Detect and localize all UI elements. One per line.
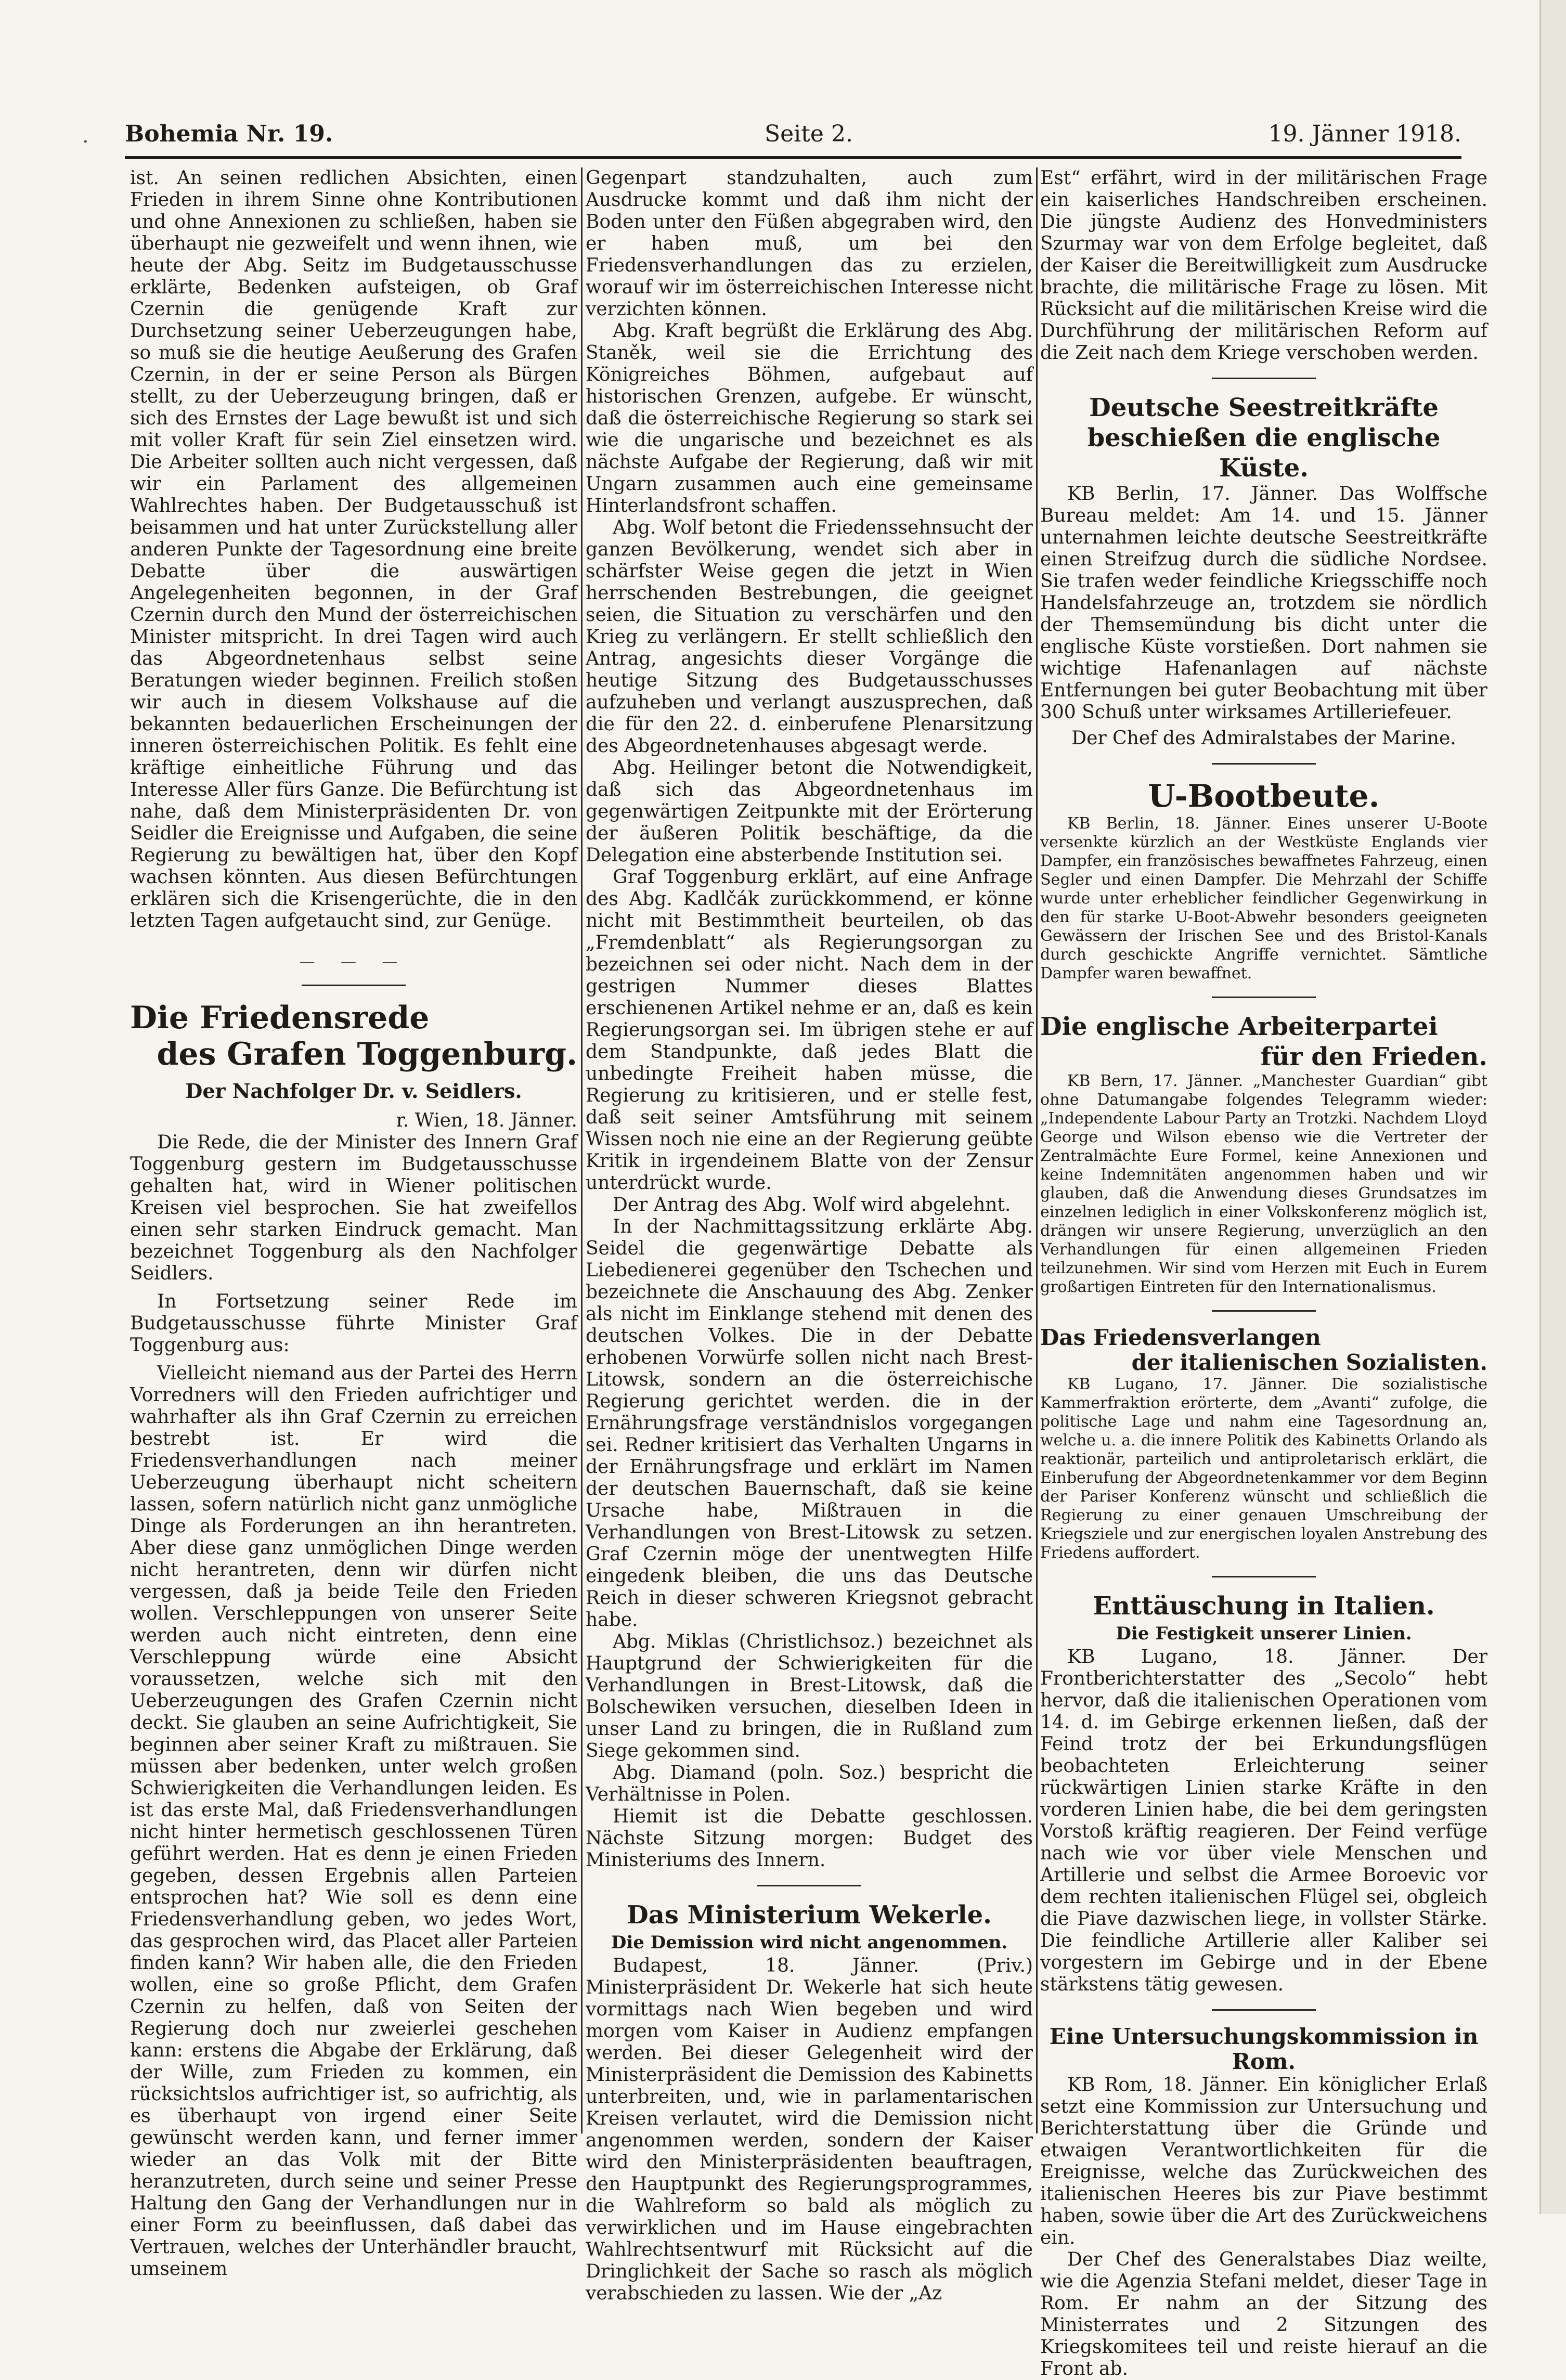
page-header	[125, 121, 1461, 157]
article-subtitle: Der Nachfolger Dr. v. Seidlers.	[185, 1079, 522, 1103]
paragraph: KB Lugano, 18. Jänner. Der Frontberichterstatter des „Secolo“ hebt hervor, daß die italienischen Operationen vom 14. d. im Gebirge erkennen ließen, daß der Feind trotz der bei Erkundungsflügen beobachteten Erleichterung seiner rückwärtigen Linien starke Kräfte in den vorderen Linien habe, die bei dem geringsten Vorstoß kräftig reagieren. Der Feind verfüge nach wie vor über viele Menschen und Artillerie und selbst die Armee Boroevic vor dem rechten italienischen Flügel sei, obgleich die Piave dazwischen liege, in vollster Stärke. Die feindliche Artillerie aller Kaliber sei vorgestern im Gebirge und in der Ebene stärkstens tätig gewesen.	[1040, 1646, 1487, 1995]
paragraph: In der Nachmittagssitzung erklärte Abg. Seidel die gegenwärtige Debatte als Liebedienerei gegenüber den Tschechen und bezeichnete die Anschauung des Abg. Zenker als nicht im Einklange stehend mit denen des deutschen Volkes. Die in der Debatte erhobenen Vorwürfe sollen nicht nach Brest-Litowsk, sondern an die österreichische Regierung gerichtet werden. die in der Ernährungsfrage verständnislos vorgegangen sei. Redner kritisiert das Verhalten Ungarns in der Ernährungsfrage und erklärt im Namen der deutschen Bauernschaft, daß sie keine Ursache habe, Mißtrauen in die Verhandlungen von Brest-Litowsk zu setzen. Graf Czernin möge der unentwegten Hilfe eingedenk bleiben, die uns das Deutsche Reich in dieser schweren Kriegsnot gebracht habe.	[586, 1216, 1033, 1631]
signature: Der Chef des Admiralstabes der Marine.	[1071, 728, 1456, 749]
paragraph: Gegenpart standzuhalten, auch zum Ausdrucke kommt und daß ihm nicht der Boden unter den Füßen abgegraben wird, den er haben muß, um bei den Friedensverhandlungen das zu erzielen, worauf wir im österreichischen Interesse nicht verzichten können.	[586, 167, 1033, 320]
header-page-number: Seite 2.	[765, 121, 853, 147]
headline-line-1: Die englische Arbeiterpartei	[1040, 1012, 1438, 1041]
paragraph: KB Berlin, 18. Jänner. Eines unserer U-Boote versenkte kürzlich an der Westküste Englands vier Dampfer, ein französisches bewaffnetes Fahrzeug, einen Segler und einen Dampfer. Die Mehrzahl der Schiffe wurde unter erheblicher feindlicher Gegenwirkung in den für starke U-Boot-Abwehr besonders geeigneten Gewässern der Irischen See und des Bristol-Kanals durch geschickte Angriffe vernichtet. Sämtliche Dampfer waren bewaffnet.	[1040, 814, 1487, 982]
paragraph: Abg. Kraft begrüßt die Erklärung des Abg. Staněk, weil sie die Errichtung des Königreiches Böhmen, aufgebaut auf historischen Grenzen, aufgebe. Er wünscht, daß die österreichische Regierung so stark sei wie die ungarische und bezeichnet es als nächste Aufgabe der Regierung, daß wir mit Ungarn zusammen auch eine gemeinsame Hinterlandsfront schaffen.	[586, 320, 1033, 516]
paragraph: Est“ erfährt, wird in der militärischen Frage ein kaiserliches Handschreiben erscheinen. Die jüngste Audienz des Honvedministers Szurmay war von dem Erfolge begleitet, daß der Kaiser die Bereitwilligkeit zum Ausdrucke brachte, die militärische Frage zu lösen. Mit Rücksicht auf die militärischen Kreise wird die Durchführung der militärischen Reform auf die Zeit nach dem Kriege verschoben werden.	[1040, 167, 1487, 364]
paragraph: Graf Toggenburg erklärt, auf eine Anfrage des Abg. Kadlčák zurückkommend, er könne nicht mit Bestimmtheit beurteilen, ob das „Fremdenblatt“ als Regierungsorgan zu bezeichnen sei oder nicht. Nach dem in der gestrigen Nummer dieses Blattes erschienenen Artikel nehme er an, daß es kein Regierungsorgan sei. Im übrigen stehe er auf dem Standpunkte, daß jedes Blatt die unbedingte Freiheit haben müsse, die Regierung zu kritisieren, und er stelle fest, daß seit seiner Amtsführung mit seinem Wissen noch nie eine an der Regierung geübte Kritik in irgendeinem Blatte von der Zensur unterdrückt wurde.	[586, 866, 1033, 1194]
headline-line-2: der italienischen Sozialisten.	[1131, 1350, 1487, 1375]
article-separator	[1212, 1310, 1316, 1312]
column-2	[586, 167, 1033, 2304]
paragraph: KB Bern, 17. Jänner. „Manchester Guardian“ gibt ohne Datumangabe folgendes Telegramm wieder: „Independente Labour Party an Trotzki. Nachdem Lloyd George und Wilson ebenso wie die Vertreter der Zentralmächte Eure Formel, keine Annexionen und keine Indemnitäten angenommen haben und wir glauben, daß die Anwendung dieses Grundsatzes im einzelnen lediglich in einer Volkskonferenz möglich ist, drängen wir unsere Regierung, unverzüglich an den Verhandlungen für einen allgemeinen Frieden teilzunehmen. Wir sind vom Herzen mit Euch in Eurem großartigen Eintreten für den Internationalismus.	[1040, 1072, 1487, 1296]
dateline: r. Wien, 18. Jänner.	[396, 1110, 577, 1131]
paragraph: KB Berlin, 17. Jänner. Das Wolffsche Bureau meldet: Am 14. und 15. Jänner unternahmen leichte deutsche Seestreitkräfte einen Streifzug durch die südliche Nordsee. Sie trafen weder feindliche Kriegsschiffe noch Handelsfahrzeuge an, trotzdem sie nördlich der Themsemündung bis dicht unter die englische Küste vorstießen. Dort nahmen sie wichtige Hafenanlagen auf nächste Entfernungen bei guter Beobachtung mit über 300 Schuß unter wirksames Artilleriefeuer.	[1040, 483, 1487, 723]
header-rule	[125, 156, 1461, 159]
article-separator	[1212, 378, 1316, 379]
paragraph: Abg. Miklas (Christlichsoz.) bezeichnet als Hauptgrund der Schwierigkeiten für die Verhandlungen in Brest-Litowsk, daß die Bolschewiken versuchen, dieselben Ideen in unser Land zu bringen, die in Rußland zum Siege gekommen sind.	[586, 1631, 1033, 1762]
paragraph: In Fortsetzung seiner Rede im Budgetausschusse führte Minister Graf Toggenburg aus:	[130, 1291, 577, 1356]
article-separator	[1212, 2009, 1316, 2011]
article-separator	[757, 1885, 861, 1886]
article-separator	[302, 985, 406, 986]
column-3	[1040, 167, 1487, 2379]
headline-line-1: Das Friedensverlangen	[1040, 1325, 1321, 1350]
paragraph: KB Lugano, 17. Jänner. Die sozialistische Kammerfraktion erörterte, dem „Avanti“ zufolge, die politische Lage und nahm eine Tagesordnung an, welche u. a. die innere Politik des Kabinetts Orlando als reaktionär, parteilich und antiproletarisch erklärt, die Einberufung der Abgeordnetenkammer vor dem Beginn der Pariser Konferenz wünscht und schließlich die Regierung zu einer genauen Umschreibung der Kriegsziele und zur energischen loyalen Anstrebung des Friedens auffordert.	[1040, 1375, 1487, 1562]
headline: Enttäuschung in Italien.	[1093, 1592, 1435, 1621]
paragraph: Hiemit ist die Debatte geschlossen. Nächste Sitzung morgen: Budget des Ministeriums des Innern.	[586, 1806, 1033, 1871]
paragraph: Der Chef des Generalstabes Diaz weilte, wie die Agenzia Stefani meldet, dieser Tage in Rom. Er nahm an der Sitzung des Ministerrates und 2 Sitzungen des Kriegskomitees teil und reiste hierauf an die Front ab.	[1040, 2249, 1487, 2379]
page-edge	[1539, 0, 1566, 2214]
paragraph: Budapest, 18. Jänner. (Priv.) Ministerpräsident Dr. Wekerle hat sich heute vormittags nach Wien begeben und wird morgen vom Kaiser in Audienz empfangen werden. Bei dieser Gelegenheit wird der Ministerpräsident die Demission des Kabinetts unterbreiten, und, wie in parlamentarischen Kreisen verlautet, wird die Demission nicht angenommen werden, sondern der Kaiser wird den Ministerpräsidenten beauftragen, den Hauptpunkt des Regierungsprogrammes, die Wahlreform so bald als möglich zu verwirklichen und im Hause eingebrachten Wahlrechtsentwurf mit Rücksicht auf die Dringlichkeit der Sache so rasch als möglich verabschieden zu lassen. Wie der „Az	[586, 1955, 1033, 2304]
article-separator	[1212, 763, 1316, 765]
article-separator	[1212, 997, 1316, 998]
header-date: 19. Jänner 1918.	[1268, 121, 1461, 147]
column-rule	[581, 167, 583, 2133]
article-continuation: ist. An seinen redlichen Absichten, einen Frieden in ihrem Sinne ohne Kontributionen und ohne Annexionen zu schließen, haben sie überhaupt nie gezweifelt und wenn ihnen, wie heute der Abg. Seitz im Budgetausschusse erklärte, Bedenken aufsteigen, ob Graf Czernin die genügende Kraft zur Durchsetzung seiner Ueberzeugungen habe, so muß sie die heutige Aeußerung des Grafen Czernin, in der er seine Person als Bürgen stellt, zu der Ueberzeugung bringen, daß er sich des Ernstes der Lage bewußt ist und sich mit voller Kraft für sein Ziel einsetzen wird. Die Arbeiter sollten auch nicht vergessen, daß wir ein Parlament des allgemeinen Wahlrechtes haben. Der Budgetausschuß ist beisammen und hat unter Zurückstellung aller anderen Punkte der Tagesordnung eine breite Debatte über die auswärtigen Angelegenheiten begonnen, in der Graf Czernin durch den Mund der österreichischen Minister mitspricht. In drei Tagen wird auch das Abgeordnetenhaus selbst seine Beratungen wieder beginnen. Freilich stoßen wir auch in diesem Volkshause auf die bekannten bedauerlichen Erscheinungen der inneren österreichischen Politik. Es fehlt eine kräftige einheitliche Führung und das Interesse Aller fürs Ganze. Die Befürchtung ist nahe, daß dem Ministerpräsidenten Dr. von Seidler die Ereignisse und Aufgaben, die seine Regierung zu bewältigen hat, über den Kopf wachsen könnten. Aus diesen Befürchtungen erklären sich die Krisengerüchte, die in den letzten Tagen aufgetaucht sind, zur Genüge.	[130, 167, 577, 932]
paragraph: Abg. Diamand (poln. Soz.) bespricht die Verhältnisse in Polen.	[586, 1762, 1033, 1805]
headline: Eine Untersuchungskommission in Rom.	[1049, 2024, 1479, 2074]
paragraph: Abg. Heilinger betont die Notwendigkeit, daß sich das Abgeordnetenhaus im gegenwärtigen Zeitpunkte mit der Erörterung der äußeren Politik beschäftige, da die Delegation eine absterbende Institution sei.	[586, 757, 1033, 866]
article-separator	[1212, 1576, 1316, 1577]
headline: Das Ministerium Wekerle.	[627, 1900, 992, 1930]
headline-line-1: Die Friedensrede	[130, 1000, 430, 1036]
decorative-divider: — — —	[299, 953, 408, 971]
column-rule	[1036, 167, 1038, 2133]
headline: U-Bootbeute.	[1148, 778, 1380, 814]
headline-line-2: für den Frieden.	[1260, 1042, 1487, 1071]
paragraph: Vielleicht niemand aus der Partei des Herrn Vorredners will den Frieden aufrichtiger und wahrhafter als ihn Graf Czernin zu erreichen bestrebt ist. Er wird die Friedensverhandlungen nach meiner Ueberzeugung überhaupt nicht scheitern lassen, sofern natürlich nicht ganz unmögliche Dinge als Forderungen an ihn herantreten. Aber diese ganz unmöglichen Dinge werden nicht herantreten, denn wir dürfen nicht vergessen, daß ja beide Teile den Frieden wollen. Verschleppungen von unserer Seite werden auch nicht eintreten, denn eine Verschleppung würde eine Absicht voraussetzen, welche sich mit den Ueberzeugungen des Grafen Czernin nicht deckt. Sie glauben an seine Aufrichtigkeit, Sie beginnen aber seiner Kraft zu mißtrauen. Sie müssen aber bedenken, unter welch großen Schwierigkeiten die Verhandlungen leiden. Es ist das erste Mal, daß Friedensverhandlungen nicht hinter hermetisch geschlossenen Türen geführt werden. Hat es denn je einen Frieden gegeben, dessen Ergebnis allen Parteien entsprochen hat? Wie soll es denn eine Friedensverhandlung geben, wo jedes Wort, das gesprochen wird, das Placet aller Parteien finden kann? Wir haben alle, die den Frieden wollen, eine so große Pflicht, dem Grafen Czernin zu helfen, daß von Seiten der Regierung doch nur zweierlei geschehen kann: erstens die Abgabe der Erklärung, daß der Wille, zum Frieden zu kommen, ein rücksichtslos aufrichtiger ist, so aufrichtig, als es überhaupt von irgend einer Seite gewünscht werden kann, und ferner immer wieder an das Volk mit der Bitte heranzutreten, durch seine und seiner Presse Haltung den Gang der Verhandlungen nur in einer Form zu beeinflussen, daß dabei das Vertrauen, welches der Unterhändler braucht, umseinem	[130, 1363, 577, 2280]
header-newspaper-name: Bohemia Nr. 19.	[125, 121, 333, 147]
paragraph: Abg. Wolf betont die Friedenssehnsucht der ganzen Bevölkerung, wendet sich aber in schärfster Weise gegen die jetzt in Wien herrschenden Bestrebungen, die geeignet seien, die Situation zu verschärfen und den Krieg zu verlängern. Er stellt schließlich den Antrag, angesichts dieser Vorgänge die heutige Sitzung des Budgetausschusses aufzuheben und verlangt auszusprechen, daß die für den 22. d. einberufene Plenarsitzung des Abgeordnetenhauses abgesagt werde.	[586, 517, 1033, 757]
paragraph: KB Rom, 18. Jänner. Ein königlicher Erlaß setzt eine Kommission zur Untersuchung und Berichterstattung über die Gründe und etwaigen Verantwortlichkeiten für die Ereignisse, welche das Zurückweichen des italienischen Heeres bis zur Piave bestimmt haben, sowie über die Art des Zurückweichens ein.	[1040, 2074, 1487, 2248]
headline-line-2: des Grafen Toggenburg.	[157, 1036, 577, 1072]
headline: Deutsche Seestreitkräfte beschießen die englische Küste.	[1087, 393, 1441, 483]
article-subtitle: Die Demission wird nicht angenommen.	[611, 1932, 1008, 1953]
article-subtitle: Die Festigkeit unserer Linien.	[1116, 1623, 1412, 1644]
margin-speck: ·	[82, 130, 89, 154]
column-1	[130, 167, 577, 2280]
paragraph: Der Antrag des Abg. Wolf wird abgelehnt.	[613, 1194, 1011, 1215]
paragraph: Die Rede, die der Minister des Innern Graf Toggenburg gestern im Budgetausschusse gehalten hat, wird in Wiener politischen Kreisen viel besprochen. Sie hat zweifellos einen sehr starken Eindruck gemacht. Man bezeichnet Toggenburg als den Nachfolger Seidlers.	[130, 1132, 577, 1284]
